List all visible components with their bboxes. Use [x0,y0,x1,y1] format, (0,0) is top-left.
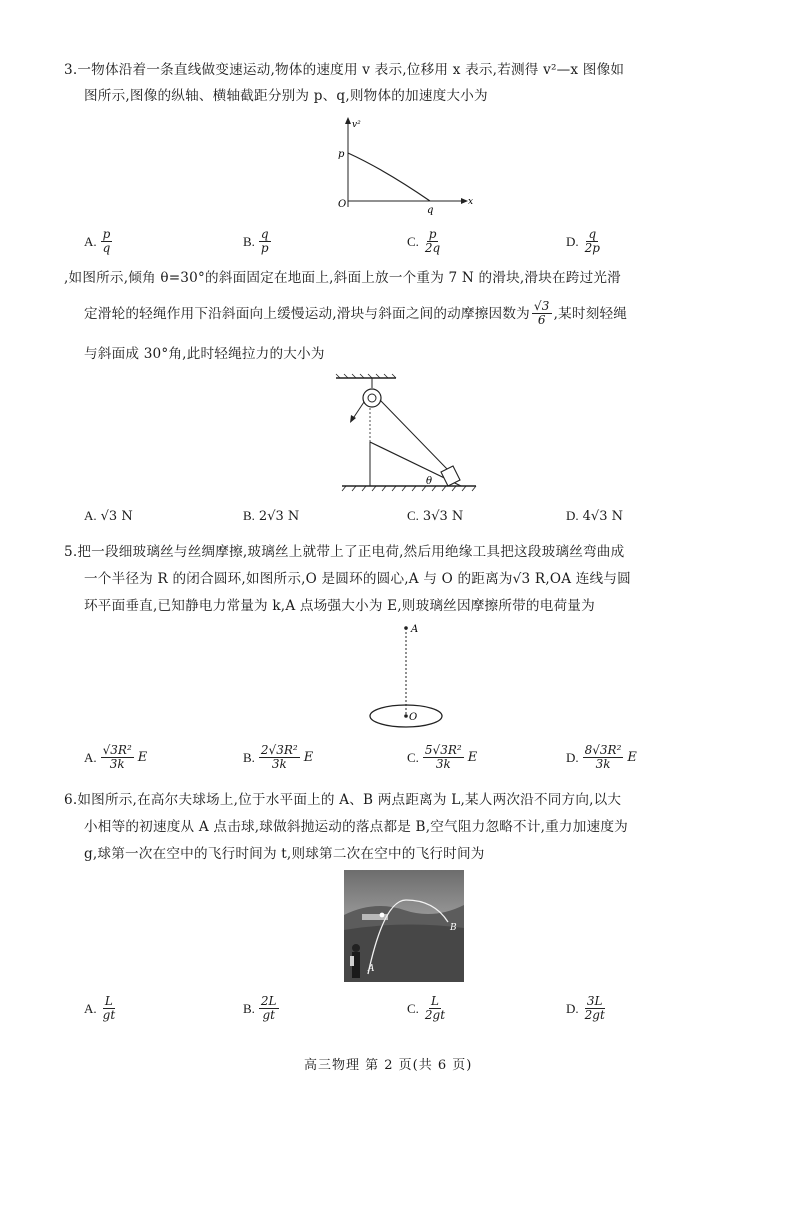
q3-intercept-q: q [427,205,434,216]
q3-axis-x-label: x [468,197,474,207]
q6-option-b[interactable]: B. $\frac{2L}{gt}$ [243,994,277,1022]
q4-angle-theta: θ [426,476,433,487]
q5-point-a: A [411,624,419,635]
q6-point-a: A [368,964,375,974]
q4-option-a[interactable]: A. √3 N [84,508,133,524]
q4-option-c[interactable]: C. 3√3 N [407,508,464,524]
q3-stem-line1: 3.一物体沿着一条直线做变速运动,物体的速度用 v 表示,位移用 x 表示,若测得 v²—x 图像如 [64,62,625,78]
q3-option-d[interactable]: D. $\frac{q}{2p}$ [566,227,600,255]
q6-option-d[interactable]: D. $\frac{3L}{2gt}$ [566,994,605,1022]
q5-stem-line2: 一个半径为 R 的闭合圆环,如图所示,O 是圆环的圆心,A 与 O 的距离为√3 R,OA 连线与圆 [84,571,631,587]
q4-stem-line1: ,如图所示,倾角 θ=30°的斜面固定在地面上,斜面上放一个重为 7 N 的滑块,滑块在跨过光滑 [64,270,621,286]
q6-golf-photo [344,870,464,982]
q3-axis-y-label: v² [352,120,361,130]
q4-option-d[interactable]: D. 4√3 N [566,508,623,524]
q5-option-c[interactable]: C. $\frac{\text{5√3R²}}{3k}$ E [407,743,478,771]
q4-stem-line2: 定滑轮的轻绳作用下沿斜面向上缓慢运动,滑块与斜面之间的动摩擦因数为 $\frac{√3}{6}$ ,某时刻轻绳 [84,299,628,327]
q3-origin: O [338,199,347,210]
q6-stem-line1: 6.如图所示,在高尔夫球场上,位于水平面上的 A、B 两点距离为 L,某人两次沿不同方向,以大 [64,792,622,808]
q5-point-o: O [409,712,418,723]
q6-stem-line3: g,球第一次在空中的飞行时间为 t,则球第二次在空中的飞行时间为 [84,846,485,862]
q3-v2-x-graph [330,115,474,216]
q5-ring-diagram [360,620,460,730]
q3-option-c[interactable]: C. $\frac{p}{2q}$ [407,227,441,255]
q6-option-c[interactable]: C. $\frac{L}{2gt}$ [407,994,446,1022]
q3-option-b[interactable]: B. $\frac{q}{p}$ [243,227,269,255]
q3-intercept-p: p [338,149,345,160]
q4-stem-line3: 与斜面成 30°角,此时轻绳拉力的大小为 [84,346,325,362]
q5-option-a[interactable]: A. $\frac{\text{√3R²}}{3k}$ E [84,743,148,771]
q3-stem-line2: 图所示,图像的纵轴、横轴截距分别为 p、q,则物体的加速度大小为 [84,88,488,104]
q5-stem-line1: 5.把一段细玻璃丝与丝绸摩擦,玻璃丝上就带上了正电荷,然后用绝缘工具把这段玻璃丝弯曲成 [64,544,625,560]
q5-stem-line3: 环平面垂直,已知静电力常量为 k,A 点场强大小为 E,则玻璃丝因摩擦所带的电荷量为 [84,598,595,614]
q4-option-b[interactable]: B. 2√3 N [243,508,300,524]
q6-stem-line2: 小相等的初速度从 A 点击球,球做斜抛运动的落点都是 B,空气阻力忽略不计,重力加速度为 [84,819,628,835]
q6-point-b: B [450,923,457,933]
q6-option-a[interactable]: A. $\frac{L}{gt}$ [84,994,116,1022]
page-footer: 高三物理 第 2 页(共 6 页) [304,1058,473,1073]
q3-option-a[interactable]: A. $\frac{p}{q}$ [84,227,111,255]
q5-option-b[interactable]: B. $\frac{\text{2√3R²}}{3k}$ E [243,743,314,771]
q5-option-d[interactable]: D. $\frac{\text{8√3R²}}{3k}$ E [566,743,637,771]
q4-incline-pulley-diagram [336,374,486,494]
